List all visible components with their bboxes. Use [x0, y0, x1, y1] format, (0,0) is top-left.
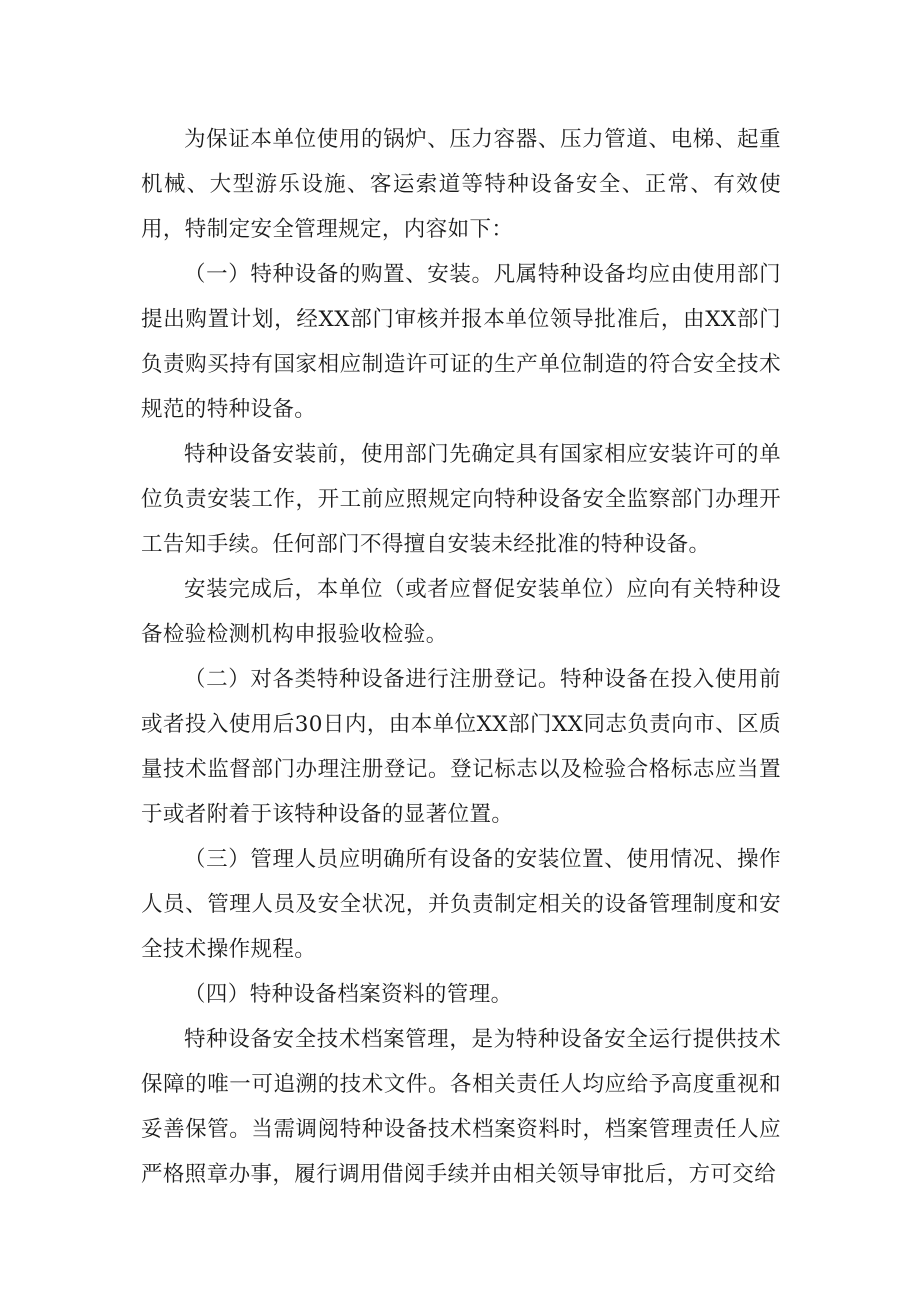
paragraph-section-2: （二）对各类特种设备进行注册登记。特种设备在投入使用前或者投入使用后30日内，由本单位XX部门XX同志负责向市、区质量技术监督部门办理注册登记。登记标志以及检验合格标志应当置于或者附着于该特种设备的显著位置。 [141, 667, 781, 827]
paragraph-section-3: （三）管理人员应明确所有设备的安装位置、使用情况、操作人员、管理人员及安全状况，并负责制定相关的设备管理制度和安全技术操作规程。 [141, 847, 781, 962]
paragraph-installation: 特种设备安装前，使用部门先确定具有国家相应安装许可的单位负责安装工作，开工前应照规定向特种设备安全监察部门办理开工告知手续。任何部门不得擅自安装未经批准的特种设备。 [141, 442, 781, 557]
paragraph-section-1: （一）特种设备的购置、安装。凡属特种设备均应由使用部门提出购置计划，经XX部门审核并报本单位领导批准后，由XX部门负责购买持有国家相应制造许可证的生产单位制造的符合安全技术规范的特种设备。 [141, 262, 781, 422]
paragraph-archive: 特种设备安全技术档案管理，是为特种设备安全运行提供技术保障的唯一可追溯的技术文件。各相关责任人均应给予高度重视和妥善保管。当需调阅特种设备技术档案资料时，档案管理责任人应严格照章办事，履行调用借阅手续并由相关领导审批后，方可交给 [141, 1027, 781, 1187]
paragraph-intro: 为保证本单位使用的锅炉、压力容器、压力管道、电梯、起重机械、大型游乐设施、客运索道等特种设备安全、正常、有效使用，特制定安全管理规定，内容如下： [141, 127, 781, 242]
paragraph-acceptance: 安装完成后，本单位（或者应督促安装单位）应向有关特种设备检验检测机构申报验收检验。 [141, 577, 781, 647]
document-body [141, 117, 781, 1197]
paragraph-section-4: （四）特种设备档案资料的管理。 [184, 982, 513, 1007]
